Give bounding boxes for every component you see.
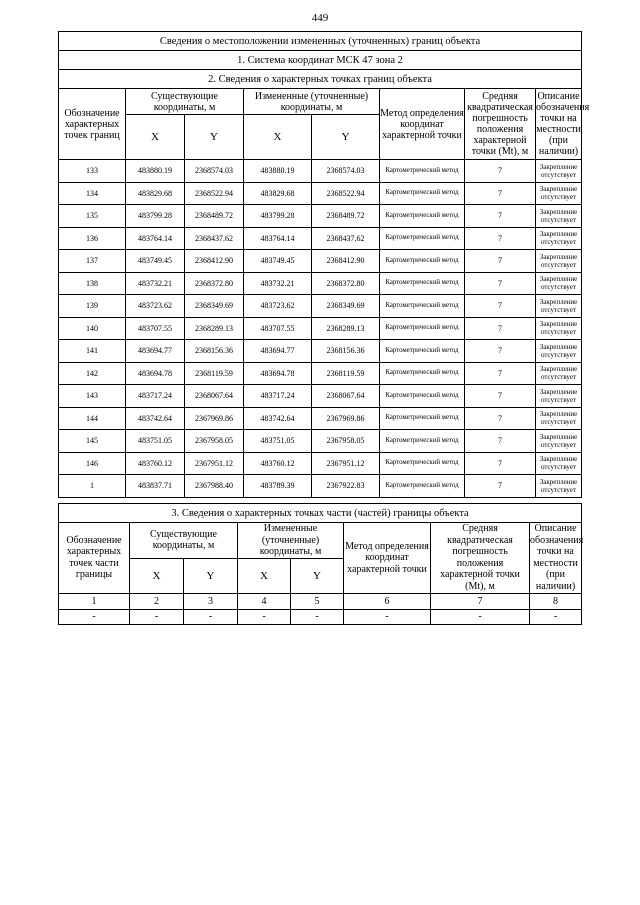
existing-x-cell: 483732.21 [126, 272, 185, 295]
description-cell: Закрепление отсутствует [536, 182, 582, 205]
table-row [59, 317, 582, 340]
existing-y-cell: 2368489.72 [185, 205, 244, 228]
existing-x-cell: 483880.19 [126, 160, 185, 183]
coordinate-system: 1. Система координат МСК 47 зона 2 [59, 51, 582, 70]
empty-cell: - [59, 609, 130, 624]
existing-x-cell: 483707.55 [126, 317, 185, 340]
description-cell: Закрепление отсутствует [536, 340, 582, 363]
point-number-cell: 138 [59, 272, 126, 295]
t2-header-changed-coords: Измененные (уточненные) координаты, м [238, 523, 344, 559]
changed-y-cell: 2367969.86 [312, 407, 380, 430]
point-number-cell: 134 [59, 182, 126, 205]
accuracy-cell: 7 [465, 295, 536, 318]
point-number-cell: 140 [59, 317, 126, 340]
changed-y-cell: 2368349.69 [312, 295, 380, 318]
description-cell: Закрепление отсутствует [536, 452, 582, 475]
t2-header-changed-x: X [238, 558, 291, 593]
existing-x-cell: 483749.45 [126, 250, 185, 273]
method-cell: Картометрический метод [380, 317, 465, 340]
changed-x-cell: 483732.21 [244, 272, 312, 295]
existing-y-cell: 2368574.03 [185, 160, 244, 183]
empty-cell: - [238, 609, 291, 624]
description-cell: Закрепление отсутствует [536, 272, 582, 295]
accuracy-cell: 7 [465, 340, 536, 363]
point-number-cell: 143 [59, 385, 126, 408]
changed-y-cell: 2368412.90 [312, 250, 380, 273]
description-cell: Закрепление отсутствует [536, 475, 582, 498]
point-number-cell: 141 [59, 340, 126, 363]
description-cell: Закрепление отсутствует [536, 227, 582, 250]
column-index: 2 [130, 593, 184, 609]
point-number-cell: 146 [59, 452, 126, 475]
accuracy-cell: 7 [465, 317, 536, 340]
changed-y-cell: 2368289.13 [312, 317, 380, 340]
header-changed-coords: Измененные (уточненные) координаты, м [244, 89, 380, 115]
point-number-cell: 145 [59, 430, 126, 453]
changed-y-cell: 2368489.72 [312, 205, 380, 228]
point-number-cell: 136 [59, 227, 126, 250]
changed-x-cell: 483749.45 [244, 250, 312, 273]
description-cell: Закрепление отсутствует [536, 295, 582, 318]
description-cell: Закрепление отсутствует [536, 317, 582, 340]
accuracy-cell: 7 [465, 160, 536, 183]
accuracy-cell: 7 [465, 272, 536, 295]
method-cell: Картометрический метод [380, 362, 465, 385]
point-number-cell: 135 [59, 205, 126, 228]
empty-row [59, 609, 582, 624]
header-existing-coords: Существующие координаты, м [126, 89, 244, 115]
point-number-cell: 139 [59, 295, 126, 318]
existing-y-cell: 2368289.13 [185, 317, 244, 340]
header-method: Метод определения координат характерной точки [380, 89, 465, 160]
method-cell: Картометрический метод [380, 182, 465, 205]
section-3-title: 3. Сведения о характерных точках части (частей) границы объекта [59, 504, 582, 523]
changed-x-cell: 483751.05 [244, 430, 312, 453]
table-row [59, 430, 582, 453]
page-number: 449 [311, 12, 329, 24]
existing-y-cell: 2368156.36 [185, 340, 244, 363]
existing-x-cell: 483742.64 [126, 407, 185, 430]
table-row [59, 295, 582, 318]
empty-cell: - [344, 609, 431, 624]
accuracy-cell: 7 [465, 182, 536, 205]
description-cell: Закрепление отсутствует [536, 430, 582, 453]
changed-y-cell: 2368156.36 [312, 340, 380, 363]
method-cell: Картометрический метод [380, 475, 465, 498]
changed-y-cell: 2367951.12 [312, 452, 380, 475]
existing-x-cell: 483694.77 [126, 340, 185, 363]
existing-x-cell: 483723.62 [126, 295, 185, 318]
changed-x-cell: 483789.39 [244, 475, 312, 498]
accuracy-cell: 7 [465, 385, 536, 408]
description-cell: Закрепление отсутствует [536, 205, 582, 228]
existing-x-cell: 483799.28 [126, 205, 185, 228]
column-index: 1 [59, 593, 130, 609]
method-cell: Картометрический метод [380, 340, 465, 363]
object-title: Сведения о местоположении измененных (уточненных) границ объекта [59, 32, 582, 51]
accuracy-cell: 7 [465, 362, 536, 385]
t2-header-changed-y: Y [291, 558, 344, 593]
accuracy-cell: 7 [465, 452, 536, 475]
t2-header-point: Обозначение характерных точек части границы [59, 523, 130, 594]
t2-header-existing-x: X [130, 558, 184, 593]
existing-x-cell: 483717.24 [126, 385, 185, 408]
existing-y-cell: 2368119.59 [185, 362, 244, 385]
changed-x-cell: 483717.24 [244, 385, 312, 408]
changed-x-cell: 483723.62 [244, 295, 312, 318]
t2-header-method: Метод определения координат характерной точки [344, 523, 431, 594]
changed-y-cell: 2368372.80 [312, 272, 380, 295]
method-cell: Картометрический метод [380, 205, 465, 228]
method-cell: Картометрический метод [380, 430, 465, 453]
method-cell: Картометрический метод [380, 272, 465, 295]
existing-y-cell: 2368522.94 [185, 182, 244, 205]
method-cell: Картометрический метод [380, 385, 465, 408]
existing-y-cell: 2367988.40 [185, 475, 244, 498]
existing-x-cell: 483764.14 [126, 227, 185, 250]
changed-x-cell: 483829.68 [244, 182, 312, 205]
accuracy-cell: 7 [465, 407, 536, 430]
changed-x-cell: 483880.19 [244, 160, 312, 183]
section-2-title: 2. Сведения о характерных точках границ объекта [59, 70, 582, 89]
point-number-cell: 137 [59, 250, 126, 273]
point-number-cell: 133 [59, 160, 126, 183]
header-point: Обозначение характерных точек границ [59, 89, 126, 160]
changed-x-cell: 483694.78 [244, 362, 312, 385]
existing-y-cell: 2368067.64 [185, 385, 244, 408]
changed-x-cell: 483694.77 [244, 340, 312, 363]
header-existing-y: Y [185, 115, 244, 160]
header-changed-x: X [244, 115, 312, 160]
table-row [59, 385, 582, 408]
accuracy-cell: 7 [465, 475, 536, 498]
existing-y-cell: 2368349.69 [185, 295, 244, 318]
table-row [59, 182, 582, 205]
column-index-row [59, 593, 582, 609]
changed-y-cell: 2368067.64 [312, 385, 380, 408]
table-row [59, 452, 582, 475]
method-cell: Картометрический метод [380, 452, 465, 475]
description-cell: Закрепление отсутствует [536, 250, 582, 273]
points-table [58, 31, 590, 498]
column-index: 6 [344, 593, 431, 609]
description-cell: Закрепление отсутствует [536, 362, 582, 385]
changed-x-cell: 483799.28 [244, 205, 312, 228]
description-cell: Закрепление отсутствует [536, 407, 582, 430]
t2-header-existing-y: Y [184, 558, 238, 593]
t2-header-description: Описание обозначения точки на местности (при наличии) [530, 523, 584, 592]
accuracy-cell: 7 [465, 227, 536, 250]
changed-y-cell: 2368437.62 [312, 227, 380, 250]
column-index: 3 [184, 593, 238, 609]
table-row [59, 205, 582, 228]
existing-y-cell: 2367969.86 [185, 407, 244, 430]
header-existing-x: X [126, 115, 185, 160]
existing-x-cell: 483694.78 [126, 362, 185, 385]
changed-y-cell: 2367958.05 [312, 430, 380, 453]
existing-y-cell: 2368372.80 [185, 272, 244, 295]
accuracy-cell: 7 [465, 250, 536, 273]
header-description: Описание обозначения точки на местности (при наличии) [536, 89, 582, 160]
table-row [59, 407, 582, 430]
empty-cell: - [291, 609, 344, 624]
existing-y-cell: 2368437.62 [185, 227, 244, 250]
changed-y-cell: 2368574.03 [312, 160, 380, 183]
table-row [59, 227, 582, 250]
empty-cell: - [130, 609, 184, 624]
empty-cell: - [530, 609, 582, 624]
column-index: 7 [431, 593, 530, 609]
table-row [59, 250, 582, 273]
existing-x-cell: 483837.71 [126, 475, 185, 498]
description-cell: Закрепление отсутствует [536, 385, 582, 408]
method-cell: Картометрический метод [380, 160, 465, 183]
table-row [59, 340, 582, 363]
existing-x-cell: 483760.12 [126, 452, 185, 475]
changed-x-cell: 483707.55 [244, 317, 312, 340]
point-number-cell: 142 [59, 362, 126, 385]
changed-x-cell: 483742.64 [244, 407, 312, 430]
method-cell: Картометрический метод [380, 407, 465, 430]
header-accuracy: Средняя квадратическая погрешность положения характерной точки (Mt), м [465, 89, 536, 160]
column-index: 4 [238, 593, 291, 609]
point-number-cell: 144 [59, 407, 126, 430]
existing-y-cell: 2368412.90 [185, 250, 244, 273]
method-cell: Картометрический метод [380, 295, 465, 318]
method-cell: Картометрический метод [380, 227, 465, 250]
changed-y-cell: 2368119.59 [312, 362, 380, 385]
accuracy-cell: 7 [465, 430, 536, 453]
table-row [59, 272, 582, 295]
changed-y-cell: 2367922.83 [312, 475, 380, 498]
method-cell: Картометрический метод [380, 250, 465, 273]
table-row [59, 160, 582, 183]
column-index: 8 [530, 593, 582, 609]
changed-x-cell: 483764.14 [244, 227, 312, 250]
description-cell: Закрепление отсутствует [536, 160, 582, 183]
accuracy-cell: 7 [465, 205, 536, 228]
existing-x-cell: 483829.68 [126, 182, 185, 205]
part-points-table [58, 503, 582, 625]
existing-y-cell: 2367958.05 [185, 430, 244, 453]
empty-cell: - [431, 609, 530, 624]
changed-x-cell: 483760.12 [244, 452, 312, 475]
existing-x-cell: 483751.05 [126, 430, 185, 453]
existing-y-cell: 2367951.12 [185, 452, 244, 475]
column-index: 5 [291, 593, 344, 609]
empty-cell: - [184, 609, 238, 624]
changed-y-cell: 2368522.94 [312, 182, 380, 205]
point-number-cell: 1 [59, 475, 126, 498]
header-changed-y: Y [312, 115, 380, 160]
t2-header-existing-coords: Существующие координаты, м [130, 523, 238, 559]
t2-header-accuracy: Средняя квадратическая погрешность положения характерной точки (Mt), м [431, 523, 530, 594]
table-row [59, 475, 582, 498]
table-row [59, 362, 582, 385]
